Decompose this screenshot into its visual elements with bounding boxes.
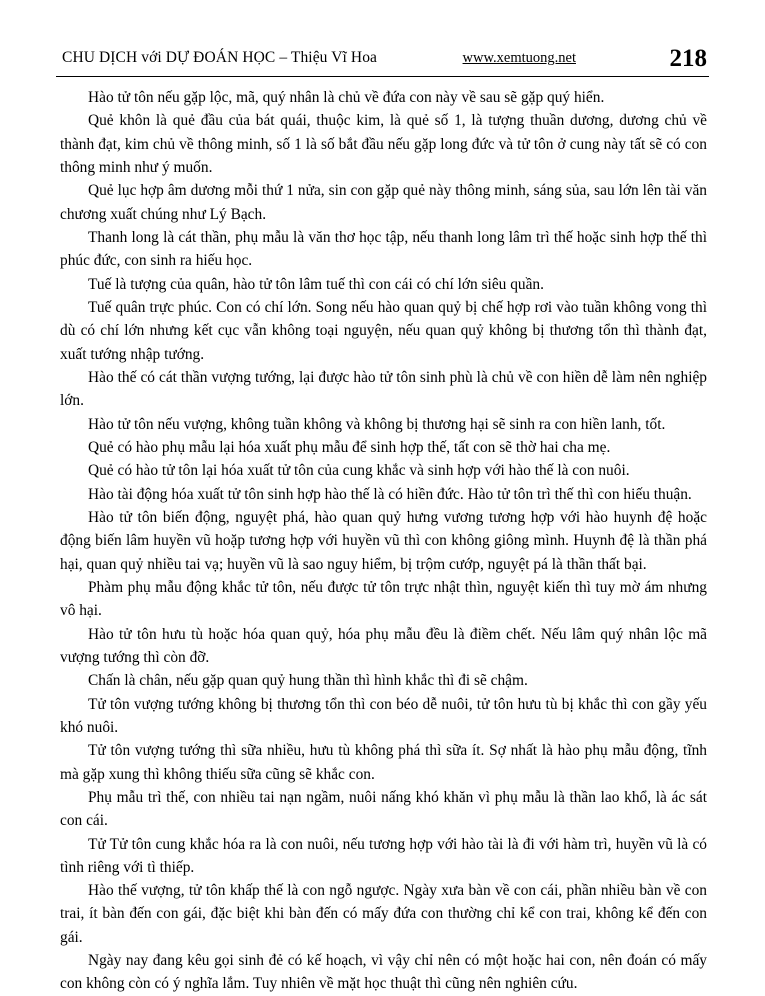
paragraph: Tử Tử tôn cung khắc hóa ra là con nuôi, nếu tương hợp với hào tài là đi với hàm trì, huyền vũ là có tình riêng với tì thiếp. bbox=[60, 835, 707, 876]
paragraph: Tuế là tượng của quân, hào tử tôn lâm tuế thì con cái có chí lớn siêu quần. bbox=[88, 275, 544, 293]
paragraph: Thanh long là cát thần, phụ mẫu là văn thơ học tập, nếu thanh long lâm trì thế hoặc sinh hợp thế thì phúc đức, con sinh ra hiếu học. bbox=[60, 228, 707, 270]
paragraph: Hào tử tôn hưu tù hoặc hóa quan quỷ, hóa phụ mẫu đều là điềm chết. Nếu lâm quý nhân lộc mã vượng tướng thì còn đỡ. bbox=[60, 625, 707, 666]
page-header bbox=[56, 42, 709, 72]
paragraph: Quẻ khôn là quẻ đầu của bát quái, thuộc kim, là quẻ số 1, là tượng thuần dương, dương chủ về thành đạt, kim chủ về thông minh, số 1 là số bắt đầu nếu gặp long đức và tử tôn ở cung này tất sẽ có con thông minh như ý muốn. bbox=[60, 112, 707, 176]
paragraph: Hào tử tôn nếu gặp lộc, mã, quý nhân là chủ về đứa con này về sau sẽ gặp quý hiển. bbox=[88, 89, 605, 106]
paragraph: Ngày nay đang kêu gọi sinh đẻ có kế hoạch, vì vậy chỉ nên có một hoặc hai con, nên đoán có mấy con không còn có ý nghĩa lắm. Tuy nhiên về mặt học thuật thì cũng nên nghiên cứu. bbox=[60, 952, 707, 993]
header-divider bbox=[56, 76, 709, 77]
website-link[interactable]: www.xemtuong.net bbox=[462, 50, 576, 66]
body-text bbox=[56, 86, 709, 996]
paragraph: Quẻ có hào tử tôn lại hóa xuất tử tôn của cung khắc và sinh hợp với hào thế là con nuôi. bbox=[88, 462, 630, 480]
paragraph: Hào tử tôn nếu vượng, không tuần không và không bị thương hại sẽ sinh ra con hiền lanh, tốt. bbox=[88, 415, 666, 433]
page-number: 218 bbox=[669, 45, 707, 72]
paragraph: Hào thế vượng, tử tôn khấp thế là con ngỗ ngược. Ngày xưa bàn về con cái, phần nhiều bàn về con trai, ít bàn đến con gái, đặc biệt khi bàn đến có mấy đứa con thường chỉ kể con trai, không kể đến con gái. bbox=[60, 882, 707, 946]
paragraph: Tuế quân trực phúc. Con có chí lớn. Song nếu hào quan quỷ bị chế hợp rơi vào tuần không vong thì dù có chí lớn nhưng kết cục vẫn không toại nguyện, nếu quan quỷ không bị thương tổn thì thành đạt, xuất tướng nhập tướng. bbox=[60, 298, 707, 363]
paragraph: Chấn là chân, nếu gặp quan quỷ hung thần thì hình khắc thì đi sẽ chậm. bbox=[88, 672, 528, 690]
paragraph: Phàm phụ mẫu động khắc tử tôn, nếu được tử tôn trực nhật thìn, nguyệt kiến thì tuy mờ ám nhưng vô hại. bbox=[60, 578, 707, 620]
paragraph: Hào tài động hóa xuất tử tôn sinh hợp hào thế là có hiền đức. Hào tử tôn trì thế thì con hiếu thuận. bbox=[88, 485, 692, 503]
paragraph: Quẻ có hào phụ mẫu lại hóa xuất phụ mẫu để sinh hợp thế, tất con sẽ thờ hai cha mẹ. bbox=[88, 438, 611, 456]
paragraph: Hào tử tôn biến động, nguyệt phá, hào quan quỷ hưng vương tương hợp với hào huynh đệ hoặc động biến lâm huyền vũ hoặp tương hợp với huyền vũ thì con không giông mình. Huynh đệ là thần phá hại, quan quỷ nhiều tai vạ; huyền vũ là sao nguy hiểm, bị trộm cướp, nguyệt pá là thần thất bại. bbox=[60, 508, 707, 573]
paragraph: Phụ mẫu trì thế, con nhiều tai nạn ngầm, nuôi nấng khó khăn vì phụ mẫu là thần lao khổ, là ác sát con cái. bbox=[60, 788, 707, 830]
paragraph: Hào thế có cát thần vượng tướng, lại được hào tử tôn sinh phù là chủ về con hiền dễ làm nên nghiệp lớn. bbox=[60, 368, 707, 410]
paragraph: Tử tôn vượng tướng thì sữa nhiều, hưu tù không phá thì sữa ít. Sợ nhất là hào phụ mẫu động, tĩnh mà gặp xung thì không thiếu sữa cũng sẽ khắc con. bbox=[60, 742, 707, 783]
paragraph: Tử tôn vượng tướng không bị thương tổn thì con béo dễ nuôi, tử tôn hưu tù bị khắc thì con gầy yếu khó nuôi. bbox=[60, 695, 707, 736]
paragraph: Quẻ lục hợp âm dương mỗi thứ 1 nửa, sin con gặp quẻ này thông minh, sáng sủa, sau lớn lên tài văn chương xuất chúng như Lý Bạch. bbox=[60, 182, 707, 223]
book-title: CHU DỊCH với DỰ ĐOÁN HỌC – Thiệu Vĩ Hoa bbox=[62, 49, 378, 66]
